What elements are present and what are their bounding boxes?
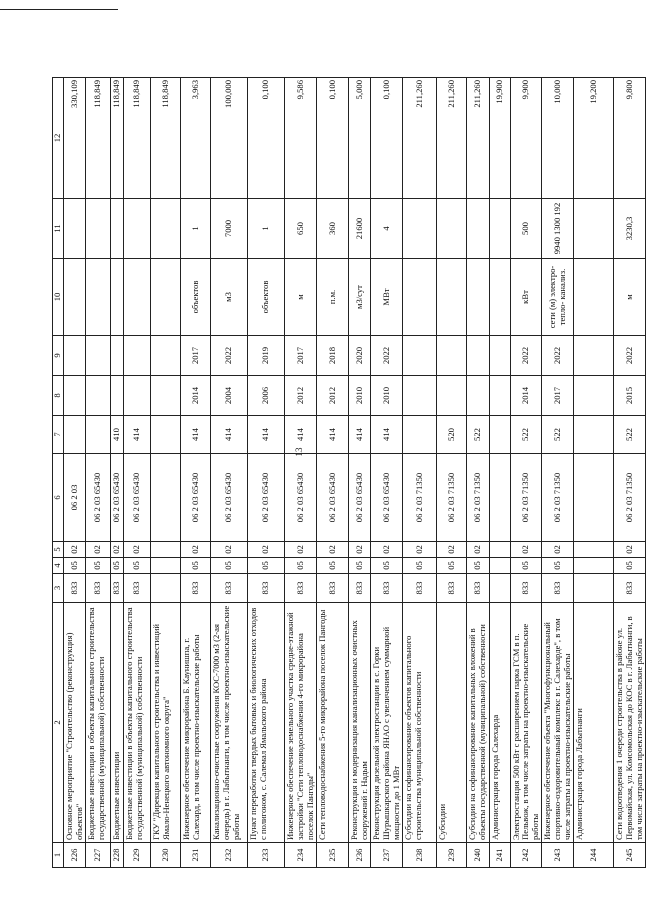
cell-description: Бюджетные инвестиции в объекты капитального строительства государственной (муниципальной) собственности (86, 603, 111, 843)
cell-target-article: 06 2 03 71350 (403, 454, 437, 542)
table-row (64, 78, 86, 868)
cell-end-year (86, 336, 111, 376)
cell-section-code: 05 (349, 558, 371, 574)
cell-gr-code: 833 (371, 574, 403, 603)
cell-row-number: 243 (542, 843, 574, 868)
cell-capacity: 21600 (349, 199, 371, 259)
cell-description: Сети тепловодоснабжения 5-го микрорайона поселок Пангоды (317, 603, 349, 843)
cell-section-code: 05 (111, 558, 124, 574)
cell-row-number: 244 (574, 843, 614, 868)
cell-description: Администрация города Лабытнанги (574, 603, 614, 843)
table-row (614, 78, 646, 868)
cell-unit: объектов (248, 259, 285, 336)
cell-amount: 9,586 (285, 78, 317, 199)
cell-target-article (489, 454, 510, 542)
cell-capacity (86, 199, 111, 259)
table-row (211, 78, 248, 868)
cell-section-code: 05 (437, 558, 467, 574)
budget-table (52, 77, 646, 868)
cell-row-number: 241 (489, 843, 510, 868)
table-row (111, 78, 124, 868)
cell-end-year: 2022 (542, 336, 574, 376)
cell-capacity: 1 (248, 199, 285, 259)
cell-capacity: 4 (371, 199, 403, 259)
cell-section-code (574, 558, 614, 574)
cell-gr-code: 833 (124, 574, 151, 603)
cell-start-year (86, 376, 111, 416)
cell-target-article (574, 454, 614, 542)
cell-expense-type: 414 (248, 416, 285, 454)
cell-target-article: 06 2 03 71350 (467, 454, 489, 542)
cell-subsection-code: 02 (248, 542, 285, 558)
cell-capacity: 650 (285, 199, 317, 259)
cell-start-year (437, 376, 467, 416)
cell-subsection-code: 02 (614, 542, 646, 558)
cell-capacity (467, 199, 489, 259)
cell-gr-code: 833 (181, 574, 211, 603)
cell-description: Канализационно-очистные сооружения КОС-7000 м3 (2-ая очередь) в г. Лабытнанги, в том числе проектно-изыскательские работы (211, 603, 248, 843)
cell-section-code: 05 (64, 558, 86, 574)
cell-row-number: 239 (437, 843, 467, 868)
cell-gr-code (151, 574, 181, 603)
cell-amount: 0,100 (371, 78, 403, 199)
header-cell-expense-type: 7 (53, 416, 64, 454)
cell-subsection-code: 02 (111, 542, 124, 558)
table-row (489, 78, 510, 868)
cell-description: ГКУ "Дирекция капитального строительства и инвестиций Ямало-Ненецкого автономного округа" (151, 603, 181, 843)
cell-start-year: 2010 (349, 376, 371, 416)
cell-subsection-code (151, 542, 181, 558)
cell-row-number: 230 (151, 843, 181, 868)
cell-gr-code: 833 (467, 574, 489, 603)
cell-start-year: 2010 (371, 376, 403, 416)
cell-target-article: 06 2 03 65430 (211, 454, 248, 542)
cell-row-number: 229 (124, 843, 151, 868)
cell-target-article: 06 2 03 71350 (437, 454, 467, 542)
cell-gr-code: 833 (64, 574, 86, 603)
cell-description: Субсидии (437, 603, 467, 843)
table-row (349, 78, 371, 868)
cell-end-year: 2022 (211, 336, 248, 376)
cell-description: Электростанция 500 кВт с расширением парка ГСМ в п. Пельвож, в том числе затраты на проектно-изыскательские работы (510, 603, 542, 843)
cell-subsection-code: 02 (467, 542, 489, 558)
cell-unit: м3 (211, 259, 248, 336)
header-cell-target-article: 6 (53, 454, 64, 542)
cell-description: Администрация города Салехарда (489, 603, 510, 843)
cell-end-year: 2017 (285, 336, 317, 376)
cell-end-year: 2022 (510, 336, 542, 376)
cell-start-year: 2012 (285, 376, 317, 416)
cell-capacity: 1 (181, 199, 211, 259)
header-cell-amount: 12 (53, 78, 64, 199)
header-cell-row-number: 1 (53, 843, 64, 868)
cell-section-code: 05 (317, 558, 349, 574)
cell-description: Реконструкция и модернизация канализационных очистных сооружений г. Надым (349, 603, 371, 843)
cell-gr-code: 833 (248, 574, 285, 603)
cell-description: Инженерное обеспечение земельного участка средне-этажной застройки "Сети тепловодоснабжения 4-го микрорайона поселок Пангоды" (285, 603, 317, 843)
header-cell-section-code: 4 (53, 558, 64, 574)
cell-capacity (574, 199, 614, 259)
cell-amount: 211,260 (467, 78, 489, 199)
cell-section-code (489, 558, 510, 574)
cell-unit (111, 259, 124, 336)
cell-gr-code: 833 (510, 574, 542, 603)
cell-capacity: 500 (510, 199, 542, 259)
cell-subsection-code: 02 (64, 542, 86, 558)
cell-expense-type (574, 416, 614, 454)
cell-section-code: 05 (211, 558, 248, 574)
cell-subsection-code (574, 542, 614, 558)
cell-gr-code: 833 (86, 574, 111, 603)
cell-subsection-code: 02 (285, 542, 317, 558)
cell-row-number: 235 (317, 843, 349, 868)
cell-section-code: 05 (371, 558, 403, 574)
cell-amount: 211,260 (437, 78, 467, 199)
cell-unit (151, 259, 181, 336)
cell-unit: объектов (181, 259, 211, 336)
cell-section-code: 05 (510, 558, 542, 574)
cell-expense-type: 520 (437, 416, 467, 454)
cell-start-year (489, 376, 510, 416)
cell-capacity: 360 (317, 199, 349, 259)
table-row (285, 78, 317, 868)
cell-subsection-code: 02 (510, 542, 542, 558)
cell-capacity (124, 199, 151, 259)
cell-target-article: 06 2 03 65430 (248, 454, 285, 542)
cell-target-article (151, 454, 181, 542)
cell-section-code: 05 (181, 558, 211, 574)
cell-subsection-code (489, 542, 510, 558)
cell-end-year (574, 336, 614, 376)
table-row (151, 78, 181, 868)
cell-subsection-code: 02 (86, 542, 111, 558)
table-row (574, 78, 614, 868)
cell-start-year: 2017 (542, 376, 574, 416)
cell-capacity: 3230,3 (614, 199, 646, 259)
cell-gr-code: 833 (403, 574, 437, 603)
cell-expense-type: 414 (181, 416, 211, 454)
cell-start-year: 2012 (317, 376, 349, 416)
cell-end-year (489, 336, 510, 376)
cell-gr-code: 833 (111, 574, 124, 603)
cell-expense-type (64, 416, 86, 454)
cell-amount: 9,800 (614, 78, 646, 199)
cell-description: Основное мероприятие "Строительство (реконструкция) объектов" (64, 603, 86, 843)
cell-end-year (151, 336, 181, 376)
cell-start-year: 2014 (181, 376, 211, 416)
cell-section-code: 05 (285, 558, 317, 574)
cell-start-year: 2014 (510, 376, 542, 416)
cell-capacity (151, 199, 181, 259)
cell-row-number: 242 (510, 843, 542, 868)
cell-end-year: 2020 (349, 336, 371, 376)
cell-end-year (124, 336, 151, 376)
header-cell-unit: 10 (53, 259, 64, 336)
cell-row-number: 245 (614, 843, 646, 868)
cell-amount: 118,849 (111, 78, 124, 199)
header-cell-start-year: 8 (53, 376, 64, 416)
header-cell-gr-code: 3 (53, 574, 64, 603)
cell-gr-code: 833 (349, 574, 371, 603)
cell-unit: МВт (371, 259, 403, 336)
cell-row-number: 232 (211, 843, 248, 868)
cell-subsection-code: 02 (211, 542, 248, 558)
cell-amount: 118,849 (124, 78, 151, 199)
cell-expense-type: 522 (614, 416, 646, 454)
header-cell-description: 2 (53, 603, 64, 843)
cell-capacity: 9940 1300 192 (542, 199, 574, 259)
cell-unit (489, 259, 510, 336)
table-row (542, 78, 574, 868)
cell-expense-type: 410 (111, 416, 124, 454)
cell-unit: сети (м) электро- тепло- канализ. (542, 259, 574, 336)
table-row (181, 78, 211, 868)
cell-end-year: 2018 (317, 336, 349, 376)
cell-gr-code: 833 (285, 574, 317, 603)
cell-start-year: 2015 (614, 376, 646, 416)
cell-end-year (437, 336, 467, 376)
cell-section-code: 05 (542, 558, 574, 574)
cell-gr-code: 833 (317, 574, 349, 603)
cell-gr-code: 833 (614, 574, 646, 603)
cell-gr-code: 833 (437, 574, 467, 603)
cell-end-year (64, 336, 86, 376)
cell-subsection-code: 02 (181, 542, 211, 558)
cell-end-year (111, 336, 124, 376)
header-cell-end-year: 9 (53, 336, 64, 376)
cell-start-year: 2006 (248, 376, 285, 416)
cell-unit: кВт (510, 259, 542, 336)
cell-end-year: 2019 (248, 336, 285, 376)
cell-end-year: 2022 (371, 336, 403, 376)
cell-section-code: 05 (124, 558, 151, 574)
table-row (86, 78, 111, 868)
cell-capacity (64, 199, 86, 259)
table-row (467, 78, 489, 868)
cell-start-year (467, 376, 489, 416)
cell-start-year (151, 376, 181, 416)
cell-expense-type (403, 416, 437, 454)
cell-start-year: 2004 (211, 376, 248, 416)
cell-description: Бюджетные инвестиции (111, 603, 124, 843)
cell-subsection-code: 02 (437, 542, 467, 558)
cell-amount: 330,109 (64, 78, 86, 199)
table-row (124, 78, 151, 868)
cell-capacity (437, 199, 467, 259)
cell-amount: 5,000 (349, 78, 371, 199)
cell-unit (437, 259, 467, 336)
cell-section-code: 05 (248, 558, 285, 574)
cell-subsection-code: 02 (124, 542, 151, 558)
cell-description: Субсидии на софинансирование объектов капитального строительства муниципальной собственности (403, 603, 437, 843)
cell-expense-type: 522 (467, 416, 489, 454)
cell-target-article: 06 2 03 65430 (317, 454, 349, 542)
cell-target-article: 06 2 03 (64, 454, 86, 542)
cell-row-number: 237 (371, 843, 403, 868)
cell-row-number: 228 (111, 843, 124, 868)
cell-subsection-code: 02 (317, 542, 349, 558)
cell-expense-type (86, 416, 111, 454)
cell-target-article: 06 2 03 65430 (86, 454, 111, 542)
cell-row-number: 231 (181, 843, 211, 868)
cell-expense-type: 414 (211, 416, 248, 454)
cell-amount: 9,900 (510, 78, 542, 199)
cell-amount: 19,200 (574, 78, 614, 199)
cell-amount: 100,000 (211, 78, 248, 199)
table-header-row (53, 78, 64, 868)
cell-description: Инженерное обеспечение микрорайона Б. Каунишпа, г. Салехард, в том числе проектно-изыскательские работы (181, 603, 211, 843)
cell-expense-type (151, 416, 181, 454)
cell-section-code: 05 (614, 558, 646, 574)
cell-amount: 211,260 (403, 78, 437, 199)
table-row (371, 78, 403, 868)
cell-unit (64, 259, 86, 336)
cell-end-year (403, 336, 437, 376)
cell-target-article: 06 2 03 71350 (542, 454, 574, 542)
cell-unit: п.м. (317, 259, 349, 336)
cell-description: Сети водоотведения 1 очереди строительства в районе ул. Первомайская, ул. Комсомольская до КОС в г. Лабытнанги, в том числе затраты на проектно-изыскательские работы (614, 603, 646, 843)
cell-row-number: 233 (248, 843, 285, 868)
cell-start-year (574, 376, 614, 416)
cell-row-number: 227 (86, 843, 111, 868)
cell-description: Субсидии на софинансирование капитальных вложений в объекты государственной (муниципальной) собственности (467, 603, 489, 843)
cell-unit: м3/сут (349, 259, 371, 336)
cell-amount: 118,849 (151, 78, 181, 199)
cell-target-article: 06 2 03 65430 (124, 454, 151, 542)
cell-capacity (489, 199, 510, 259)
cell-capacity: 7000 (211, 199, 248, 259)
cell-subsection-code: 02 (349, 542, 371, 558)
cell-capacity (403, 199, 437, 259)
cell-description: Пункт переработки твердых бытовых и биологических отходов с полигоном, с. Салемал Ямальского района (248, 603, 285, 843)
cell-gr-code (574, 574, 614, 603)
table-row (510, 78, 542, 868)
cell-section-code (151, 558, 181, 574)
cell-start-year (403, 376, 437, 416)
cell-row-number: 240 (467, 843, 489, 868)
cell-unit (574, 259, 614, 336)
cell-amount: 10,000 (542, 78, 574, 199)
cell-expense-type: 414 (124, 416, 151, 454)
table-row (317, 78, 349, 868)
cell-target-article: 06 2 03 65430 (111, 454, 124, 542)
cell-amount: 3,963 (181, 78, 211, 199)
cell-end-year: 2022 (614, 336, 646, 376)
cell-expense-type: 414 (285, 416, 317, 454)
cell-description: Инженерное обеспечение объекта "Многофункциональный спортивно-оздоровительный комплекс в г. Салехарде", в том числе затраты на проектно-изыскательские работы (542, 603, 574, 843)
cell-expense-type: 522 (542, 416, 574, 454)
cell-expense-type: 414 (317, 416, 349, 454)
cell-unit (403, 259, 437, 336)
cell-start-year (64, 376, 86, 416)
cell-target-article: 06 2 03 65430 (371, 454, 403, 542)
cell-unit (124, 259, 151, 336)
cell-row-number: 226 (64, 843, 86, 868)
cell-subsection-code: 02 (371, 542, 403, 558)
cell-start-year (111, 376, 124, 416)
cell-section-code: 05 (467, 558, 489, 574)
cell-description: Бюджетные инвестиции в объекты капитального строительства государственной (муниципальной) собственности (124, 603, 151, 843)
cell-target-article: 06 2 03 65430 (285, 454, 317, 542)
cell-gr-code: 833 (211, 574, 248, 603)
cell-end-year: 2017 (181, 336, 211, 376)
rotated-table-frame (52, 78, 644, 868)
cell-section-code: 05 (86, 558, 111, 574)
cell-target-article: 06 2 03 65430 (349, 454, 371, 542)
page-number: 13 (294, 447, 304, 457)
cell-expense-type (489, 416, 510, 454)
top-rule (0, 9, 118, 10)
table-row (248, 78, 285, 868)
cell-row-number: 238 (403, 843, 437, 868)
cell-row-number: 236 (349, 843, 371, 868)
cell-expense-type: 414 (371, 416, 403, 454)
cell-expense-type: 522 (510, 416, 542, 454)
cell-amount: 19,900 (489, 78, 510, 199)
cell-subsection-code: 02 (403, 542, 437, 558)
cell-target-article: 06 2 03 71350 (510, 454, 542, 542)
cell-expense-type: 414 (349, 416, 371, 454)
cell-section-code: 05 (403, 558, 437, 574)
table-row (403, 78, 437, 868)
cell-target-article: 06 2 03 65430 (181, 454, 211, 542)
cell-description: Реконструкция дизельной электростанции в с. Горки Шурышкарского района ЯНАО с увеличением суммарной мощности до 1 МВт (371, 603, 403, 843)
cell-row-number: 234 (285, 843, 317, 868)
cell-capacity (111, 199, 124, 259)
cell-gr-code: 833 (542, 574, 574, 603)
cell-unit (467, 259, 489, 336)
cell-unit: м (285, 259, 317, 336)
header-cell-capacity: 11 (53, 199, 64, 259)
cell-target-article: 06 2 03 71350 (614, 454, 646, 542)
header-cell-subsection-code: 5 (53, 542, 64, 558)
cell-end-year (467, 336, 489, 376)
cell-unit: м (614, 259, 646, 336)
cell-gr-code (489, 574, 510, 603)
cell-unit (86, 259, 111, 336)
cell-amount: 0,100 (317, 78, 349, 199)
cell-subsection-code: 02 (542, 542, 574, 558)
cell-amount: 0,100 (248, 78, 285, 199)
table-row (437, 78, 467, 868)
cell-amount: 118,849 (86, 78, 111, 199)
cell-start-year (124, 376, 151, 416)
